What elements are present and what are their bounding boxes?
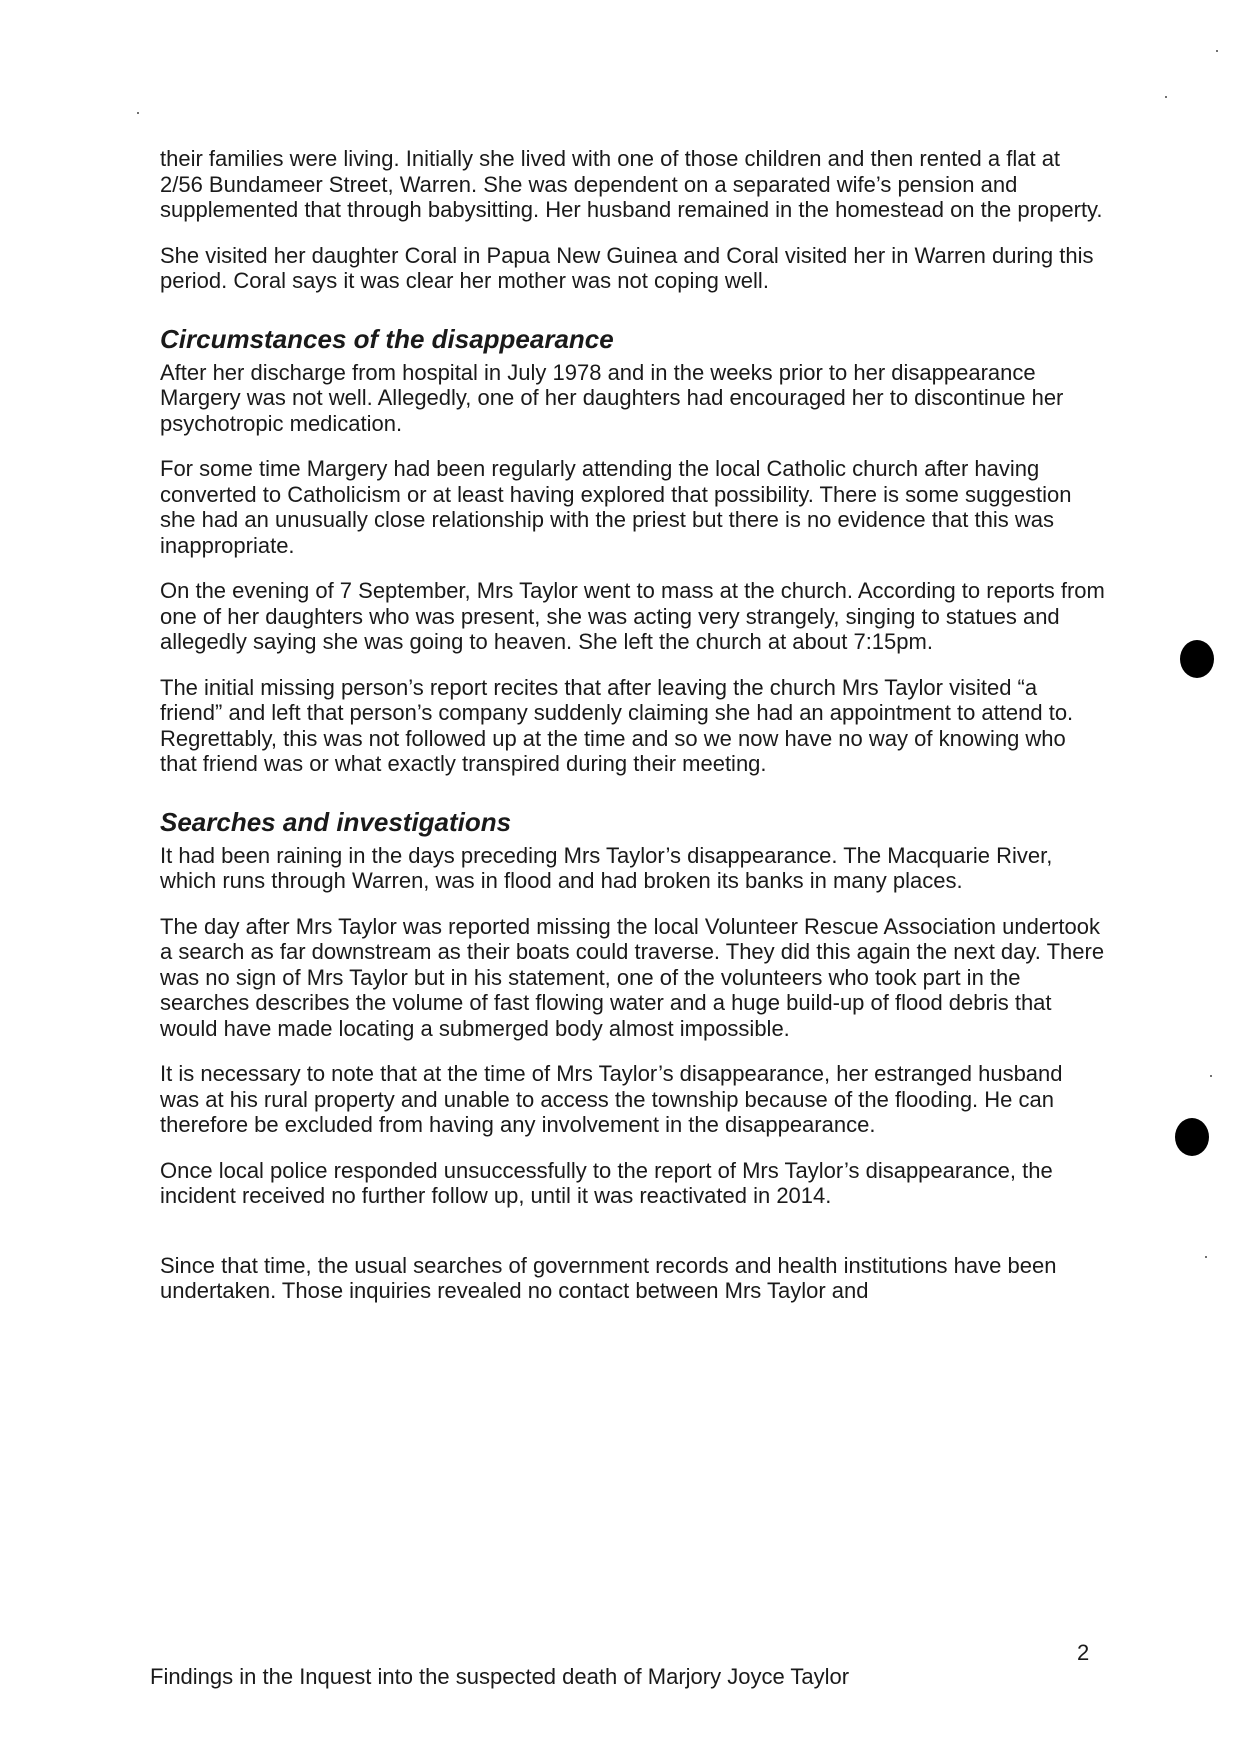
punch-hole-mark: [1175, 1118, 1209, 1156]
section-heading-circumstances: Circumstances of the disappearance: [160, 323, 614, 354]
page-number: 2: [1077, 1640, 1090, 1665]
paragraph: Once local police responded unsuccessfully to the report of Mrs Taylor’s disappearance, the incident received no further follow up, until it was reactivated in 2014.: [160, 1157, 1053, 1208]
punch-hole-mark: [1180, 640, 1214, 678]
scan-speck: [1216, 50, 1218, 52]
paragraph: She visited her daughter Coral in Papua New Guinea and Coral visited her in Warren during this period. Coral says it was clear her mother was not coping well.: [160, 242, 1094, 293]
scan-speck: [1165, 96, 1167, 98]
paragraph: After her discharge from hospital in July 1978 and in the weeks prior to her disappearance Margery was not well. Allegedly, one of her daughters had encouraged her to discontinue her psychotropic medication.: [160, 359, 1064, 436]
document-body: [160, 146, 1105, 1324]
paragraph: their families were living. Initially she lived with one of those children and then rented a flat at 2/56 Bundameer Street, Warren. She was dependent on a separated wife’s pension and supplemented that through babysitting. Her husband remained in the homestead on the property.: [160, 146, 1103, 222]
scan-speck: [1205, 1256, 1207, 1258]
paragraph: For some time Margery had been regularly attending the local Catholic church after having converted to Catholicism or at least having explored that possibility. There is some suggestion she had an unusually close relationship with the priest but there is no evidence that this was inappropriate.: [160, 456, 1072, 558]
paragraph: The day after Mrs Taylor was reported missing the local Volunteer Rescue Association undertook a search as far downstream as their boats could traverse. They did this again the next day. There was no sign of Mrs Taylor but in his statement, one of the volunteers who took part in the searches describes the volume of fast flowing water and a huge build-up of flood debris that would have made locating a submerged body almost impossible.: [160, 913, 1105, 1041]
paragraph: On the evening of 7 September, Mrs Taylor went to mass at the church. According to reports from one of her daughters who was present, she was acting very strangely, singing to statues and allegedly saying she was going to heaven. She left the church at about 7:15pm.: [160, 578, 1105, 654]
paragraph: Since that time, the usual searches of government records and health institutions have been undertaken. Those inquiries revealed no contact between Mrs Taylor and: [160, 1252, 1057, 1303]
paragraph: It had been raining in the days preceding Mrs Taylor’s disappearance. The Macquarie River, which runs through Warren, was in flood and had broken its banks in many places.: [160, 842, 1053, 893]
scan-speck: [1210, 1075, 1212, 1077]
page-footer: Findings in the Inquest into the suspected death of Marjory Joyce Taylor: [150, 1664, 850, 1689]
scan-speck: [137, 112, 139, 114]
spacer: [160, 1229, 1105, 1253]
paragraph: It is necessary to note that at the time of Mrs Taylor’s disappearance, her estranged husband was at his rural property and unable to access the township because of the flooding. He can therefore be excluded from having any involvement in the disappearance.: [160, 1061, 1063, 1137]
paragraph: The initial missing person’s report recites that after leaving the church Mrs Taylor visited “a friend” and left that person’s company suddenly claiming she had an appointment to attend to. Regrettably, this was not followed up at the time and so we now have no way of knowing who that friend was or what exactly transpired during their meeting.: [160, 674, 1074, 776]
section-heading-searches: Searches and investigations: [160, 806, 512, 837]
